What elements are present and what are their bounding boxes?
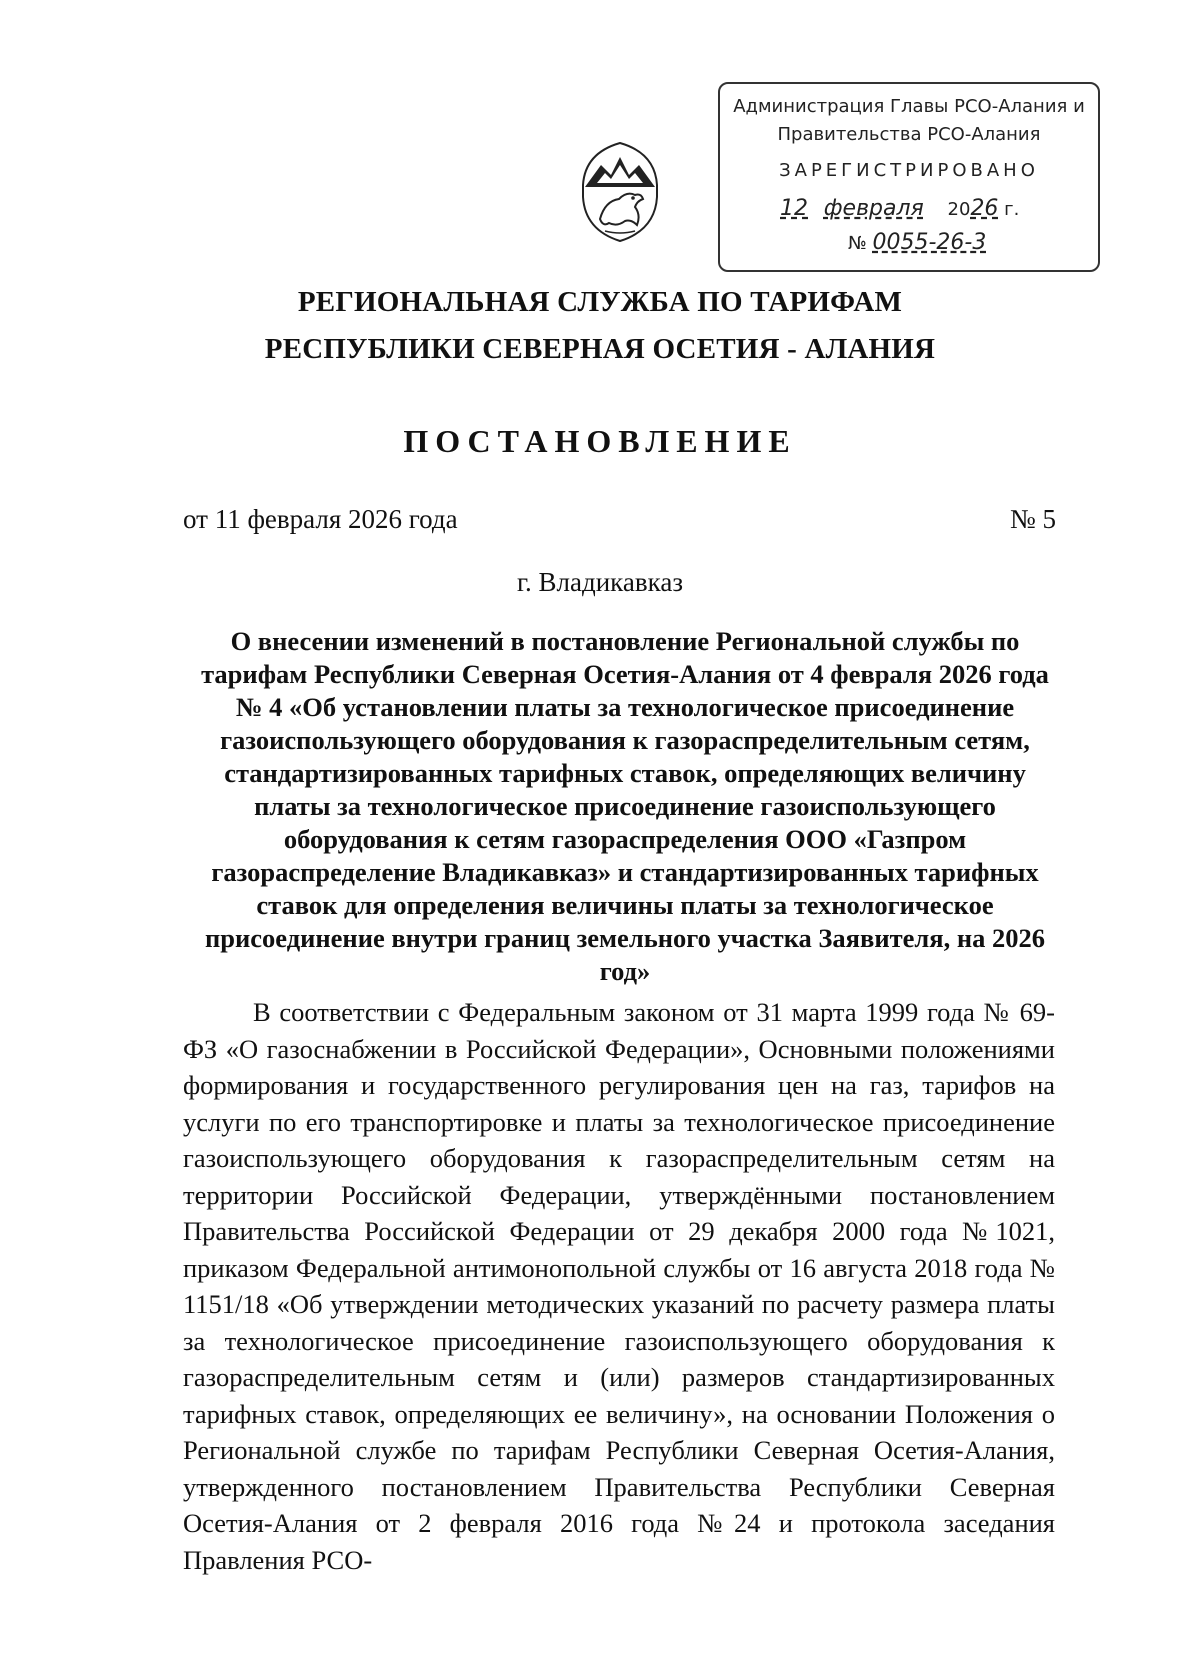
- stamp-number-label: №: [848, 233, 867, 254]
- document-title: ПОСТАНОВЛЕНИЕ: [403, 423, 797, 459]
- stamp-number-value: 0055-26-3: [872, 230, 987, 255]
- stamp-date-year-suffix: 26: [970, 196, 999, 221]
- stamp-date: [780, 196, 1019, 221]
- stamp-date-suffix: г.: [1004, 199, 1020, 220]
- stamp-date-month: февраля: [823, 196, 924, 221]
- stamp-line-3: ЗАРЕГИСТРИРОВАНО: [779, 160, 1039, 181]
- document-date: от 11 февраля 2026 года: [183, 504, 458, 534]
- registration-stamp: [718, 82, 1100, 272]
- agency-name-line-1: РЕГИОНАЛЬНАЯ СЛУЖБА ПО ТАРИФАМ: [297, 286, 903, 318]
- stamp-date-year-prefix: 20: [947, 199, 971, 220]
- stamp-number: [848, 230, 986, 255]
- document-body: В соответствии с Федеральным законом от 31 марта 1999 года № 69-ФЗ «О газоснабжении в Российской Федерации», Основными положениями формирования и государственного регулирования цен на газ, тарифов на услуги по его транспортировке и платы за технологическое присоединение газоиспользующего оборудования к газораспределительным сетям на территории Российской Федерации, утверждёнными постановлением Правительства Российской Федерации от 29 декабря 2000 года №1021, приказом Федеральной антимонопольной службы от 16 августа 2018 года № 1151/18 «Об утверждении методических указаний по расчету размера платы за технологическое присоединение газоиспользующего оборудования к газораспределительным сетям и (или) размеров стандартизированных тарифных ставок, определяющих ее величину», на основании Положения о Региональной службе по тарифам Республики Северная Осетия-Алания, утвержденного постановлением Правительства Республики Северная Осетия-Алания от 2 февраля 2016 года №24 и протокола заседания Правления РСО-: [183, 997, 1055, 1575]
- document-city: г. Владикавказ: [517, 567, 683, 597]
- stamp-date-day: 12: [780, 196, 808, 221]
- document-number: № 5: [1010, 504, 1057, 534]
- stamp-line-1: Администрация Главы РСО-Алания и: [733, 96, 1085, 117]
- stamp-line-2: Правительства РСО-Алания: [777, 124, 1041, 145]
- agency-name-line-2: РЕСПУБЛИКИ СЕВЕРНАЯ ОСЕТИЯ - АЛАНИЯ: [264, 333, 936, 365]
- document-subject: О внесении изменений в постановление Региональной службы по тарифам Республики Северная Осетия-Алания от 4 февраля 2026 года № 4 «Об установлении платы за технологическое присоединение газоиспользующего оборудования к газораспределительным сетям, стандартизированных тарифных ставок, определяющих величину платы за технологическое присоединение газоиспользующего оборудования к сетям газораспределения ООО «Газпром газораспределение Владикавказ» и стандартизированных тарифных ставок для определения величины платы за технологическое присоединение внутри границ земельного участка Заявителя, на 2026 год»: [201, 626, 1049, 986]
- coat-of-arms-icon: [575, 135, 665, 245]
